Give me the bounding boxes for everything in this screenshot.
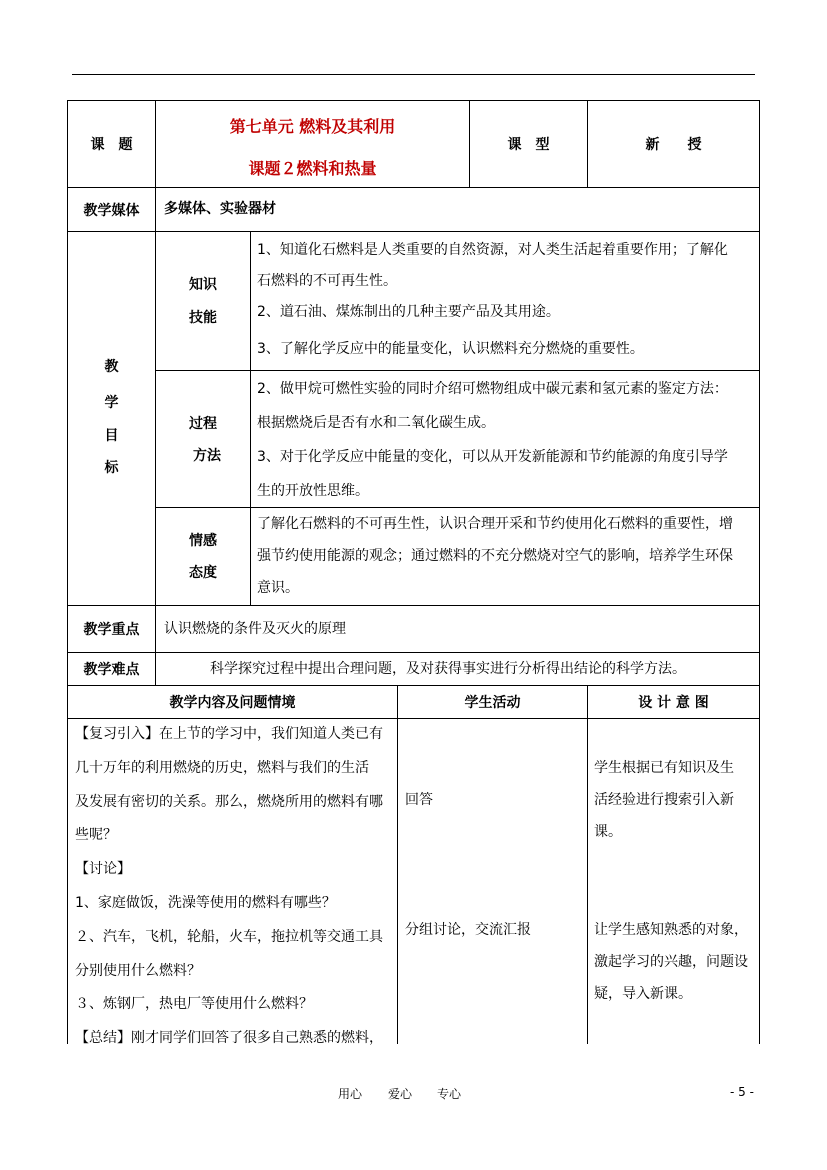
content-line: 及发展有密切的关系。那么，燃烧所用的燃料有哪 xyxy=(75,793,383,810)
attitude-text xyxy=(257,508,757,604)
lesson-title-line1: 第七单元 燃料及其利用 xyxy=(229,117,396,136)
footer-motto-1: 用心 xyxy=(338,1087,363,1101)
knowledge-line: 2、道石油、煤炼制出的几种主要产品及其用途。 xyxy=(257,304,560,320)
page-number: - 5 - xyxy=(730,1085,754,1099)
column-header-content: 教学内容及问题情境 xyxy=(169,695,296,711)
process-line: 2、做甲烷可燃性实验的同时介绍可燃物组成中碳元素和氢元素的鉴定方法： xyxy=(257,381,728,397)
knowledge-line: 1、知道化石燃料是人类重要的自然资源，对人类生活起着重要作用；了解化 xyxy=(257,242,728,258)
knowledge-line: 3、了解化学反应中的能量变化，认识燃料充分燃烧的重要性。 xyxy=(257,341,644,357)
content-line: 【总结】刚才同学们回答了很多自己熟悉的燃料， xyxy=(75,1030,383,1047)
process-label-line2: 方法 xyxy=(193,448,221,464)
media-value: 多媒体、实验器材 xyxy=(164,201,276,217)
process-line: 生的开放性思维。 xyxy=(257,483,369,499)
process-line: 根据燃烧后是否有水和二氧化碳生成。 xyxy=(257,415,495,431)
knowledge-text xyxy=(257,234,757,366)
intent-1 xyxy=(594,752,758,848)
content-line: 【讨论】 xyxy=(75,861,131,878)
intent-line: 激起学习的兴趣，问题设 xyxy=(594,954,748,970)
content-line: 些呢？ xyxy=(75,827,117,844)
content-line: 几十万年的利用燃烧的历史，燃料与我们的生活 xyxy=(75,759,369,776)
attitude-line: 了解化石燃料的不可再生性，认识合理开采和节约使用化石燃料的重要性，增 xyxy=(257,516,733,532)
key-point-label: 教学重点 xyxy=(83,622,140,638)
key-point-value: 认识燃烧的条件及灭火的原理 xyxy=(164,621,346,637)
footer-motto-3: 专心 xyxy=(437,1087,462,1101)
lesson-label: 课 题 xyxy=(90,137,133,153)
lesson-type-label: 课 型 xyxy=(507,137,550,153)
goals-label-char: 教 xyxy=(104,359,119,375)
media-label: 教学媒体 xyxy=(83,202,140,219)
attitude-label xyxy=(156,508,250,605)
content-text xyxy=(75,718,395,1056)
activity-answer: 回答 xyxy=(405,792,433,808)
content-line: ３、炼钢厂，热电厂等使用什么燃料？ xyxy=(75,996,313,1013)
content-line: 1、家庭做饭，洗澡等使用的燃料有哪些？ xyxy=(75,894,336,911)
column-header-intent: 设 计 意 图 xyxy=(638,695,709,711)
intent-line: 课。 xyxy=(594,824,622,840)
column-header-activity: 学生活动 xyxy=(464,695,521,711)
activity-discussion: 分组讨论，交流汇报 xyxy=(405,922,531,938)
header-rule xyxy=(72,74,755,75)
intent-2 xyxy=(594,914,758,1010)
process-label-line1: 过程 xyxy=(189,416,217,432)
lesson-title-line2: 课题２燃料和热量 xyxy=(248,159,377,178)
process-text xyxy=(257,373,757,509)
lesson-type-value: 新 授 xyxy=(645,137,702,153)
lesson-title xyxy=(156,101,469,187)
goals-label-char: 标 xyxy=(104,460,119,476)
knowledge-line: 石燃料的不可再生性。 xyxy=(257,273,397,289)
content-line: 【复习引入】在上节的学习中，我们知道人类已有 xyxy=(75,726,383,742)
goals-label xyxy=(68,232,155,605)
knowledge-label xyxy=(156,232,250,370)
content-line: ２、汽车，飞机，轮船，火车，拖拉机等交通工具 xyxy=(75,928,383,945)
intent-line: 学生根据已有知识及生 xyxy=(594,760,734,776)
intent-line: 疑，导入新课。 xyxy=(594,986,692,1002)
content-line: 分别使用什么燃料？ xyxy=(75,962,201,979)
process-label xyxy=(156,371,250,507)
attitude-label-line2: 态度 xyxy=(189,565,217,581)
knowledge-label-line1: 知识 xyxy=(189,277,217,293)
intent-line: 活经验进行搜索引入新 xyxy=(594,792,734,808)
difficulty-label: 教学难点 xyxy=(83,662,140,678)
intent-line: 让学生感知熟悉的对象， xyxy=(594,922,748,938)
attitude-line: 强节约使用能源的观念；通过燃料的不充分燃烧对空气的影响，培养学生环保 xyxy=(257,548,733,564)
process-line: 3、对于化学反应中能量的变化，可以从开发新能源和节约能源的角度引导学 xyxy=(257,449,728,465)
footer-motto-2: 爱心 xyxy=(388,1087,413,1101)
difficulty-value: 科学探究过程中提出合理问题，及对获得事实进行分析得出结论的科学方法。 xyxy=(210,661,686,677)
attitude-label-line1: 情感 xyxy=(189,533,217,549)
knowledge-label-line2: 技能 xyxy=(189,310,217,326)
goals-label-char: 目 xyxy=(104,428,119,444)
attitude-line: 意识。 xyxy=(257,580,299,596)
goals-label-char: 学 xyxy=(104,395,119,411)
